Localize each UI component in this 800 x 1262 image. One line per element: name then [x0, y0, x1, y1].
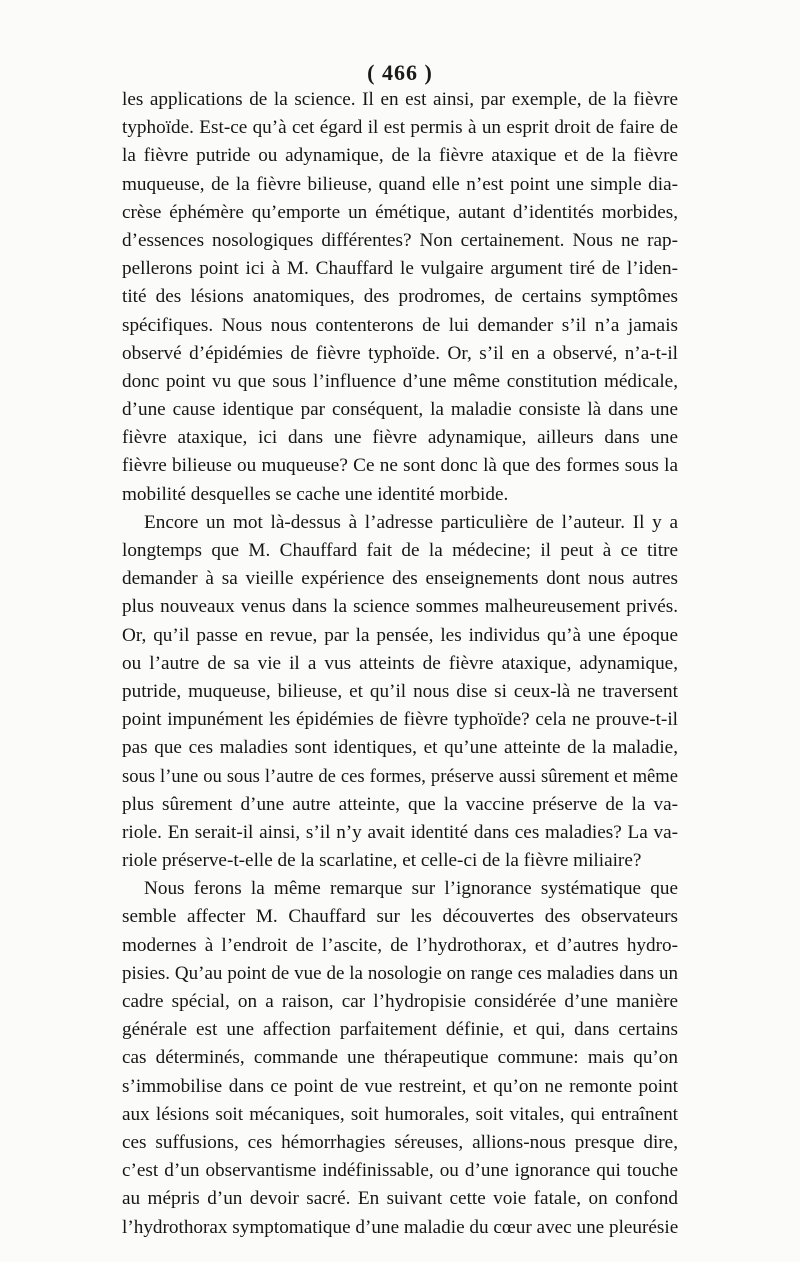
text-line: les applications de la science. Il en est ainsi, par exemple, de la fièvre	[122, 89, 678, 110]
text-line: riole préserve-t-elle de la scarlatine, et celle-ci de la fièvre miliaire?	[122, 850, 642, 872]
paragraph-1	[122, 86, 678, 509]
text-line: fièvre ataxique, ici dans une fièvre adynamique, ailleurs dans une	[122, 427, 678, 449]
text-line: pisies. Qu’au point de vue de la nosologie on range ces maladies dans un	[122, 962, 678, 984]
text-line: s’immobilise dans ce point de vue restreint, et qu’on ne remonte point	[122, 1075, 678, 1097]
text-line: c’est d’un observantisme indéfinissable, ou d’une ignorance qui touche	[122, 1160, 678, 1182]
text-line: modernes à l’endroit de l’ascite, de l’hydrothorax, et d’autres hydro-	[122, 934, 678, 956]
text-line: semble affecter M. Chauffard sur les découvertes des observateurs	[122, 906, 678, 928]
text-line: cadre spécial, on a raison, car l’hydropisie considérée d’une manière	[122, 991, 678, 1012]
text-line: la fièvre putride ou adynamique, de la fièvre ataxique et de la fièvre	[122, 145, 678, 167]
text-line: sous l’une ou sous l’autre de ces formes, préserve aussi sûrement et même	[122, 765, 678, 787]
text-line: muqueuse, de la fièvre bilieuse, quand elle n’est point une simple dia-	[122, 173, 678, 195]
text-line: observé d’épidémies de fièvre typhoïde. Or, s’il en a observé, n’a-t-il	[122, 342, 678, 364]
text-line: au mépris d’un devoir sacré. En suivant cette voie fatale, on confond	[122, 1188, 678, 1210]
text-line: putride, muqueuse, bilieuse, et qu’il nous dise si ceux-là ne traversent	[122, 680, 678, 702]
text-line: d’une cause identique par conséquent, la maladie consiste là dans une	[122, 399, 678, 421]
text-line: Nous ferons la même remarque sur l’ignorance systématique que	[144, 878, 678, 900]
text-line: spécifiques. Nous nous contenterons de lui demander s’il n’a jamais	[122, 314, 678, 336]
text-line: plus sûrement d’une autre atteinte, que la vaccine préserve de la va-	[122, 793, 678, 815]
text-line: pas que ces maladies sont identiques, et qu’une atteinte de la maladie,	[122, 737, 678, 759]
text-line: ces suffusions, ces hémorrhagies séreuses, allions-nous presque dire,	[122, 1131, 678, 1153]
text-line: tité des lésions anatomiques, des prodromes, de certains symptômes	[122, 286, 678, 308]
text-line: longtemps que M. Chauffard fait de la médecine; il peut à ce titre	[122, 540, 678, 561]
text-line: pellerons point ici à M. Chauffard le vulgaire argument tiré de l’iden-	[122, 258, 678, 280]
text-line: demander à sa vieille expérience des enseignements dont nous autres	[122, 568, 678, 590]
text-line: d’essences nosologiques différentes? Non certainement. Nous ne rap-	[122, 229, 678, 251]
text-line: fièvre bilieuse ou muqueuse? Ce ne sont donc là que des formes sous la	[122, 455, 678, 477]
text-line: cas déterminés, commande une thérapeutique commune: mais qu’on	[122, 1047, 678, 1069]
text-line: donc point vu que sous l’influence d’une même constitution médicale,	[122, 370, 678, 392]
text-line: l’hydrothorax symptomatique d’une maladie du cœur avec une pleurésie	[122, 1216, 679, 1238]
paragraph-3	[122, 875, 678, 1241]
text-line: point impunément les épidémies de fièvre typhoïde? cela ne prouve-t-il	[122, 709, 678, 731]
text-line: Encore un mot là-dessus à l’adresse particulière de l’auteur. Il y a	[144, 511, 678, 533]
page-number: ( 466 )	[367, 60, 433, 85]
text-line: crèse éphémère qu’emporte un émétique, autant d’identités morbides,	[122, 201, 678, 223]
text-line: mobilité desquelles se cache une identité morbide.	[122, 483, 509, 505]
text-line: Or, qu’il passe en revue, par la pensée, les individus qu’à une époque	[122, 624, 678, 646]
paragraph-2	[122, 509, 678, 875]
body-text	[122, 86, 678, 1242]
text-line: riole. En serait-il ainsi, s’il n’y avait identité dans ces maladies? La va-	[122, 821, 678, 843]
text-line: ou l’autre de sa vie il a vus atteints de fièvre ataxique, adynamique,	[122, 652, 678, 674]
text-line: typhoïde. Est-ce qu’à cet égard il est permis à un esprit droit de faire de	[122, 117, 678, 139]
text-line: plus nouveaux venus dans la science sommes malheureusement privés.	[122, 596, 678, 618]
text-line: générale est une affection parfaitement définie, et qui, dans certains	[122, 1019, 678, 1041]
text-line: aux lésions soit mécaniques, soit humorales, soit vitales, qui entraînent	[122, 1103, 678, 1125]
